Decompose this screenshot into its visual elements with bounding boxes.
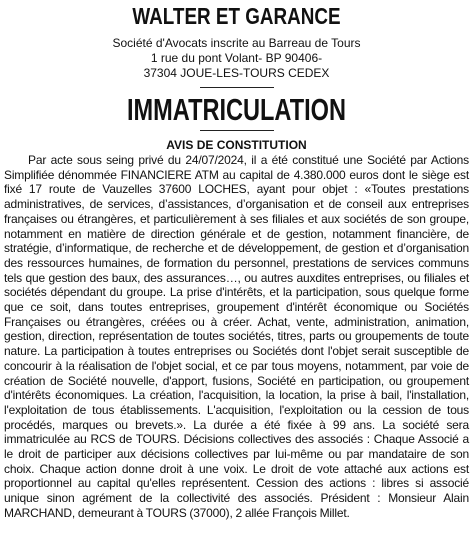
notice-heading: AVIS DE CONSTITUTION — [166, 138, 307, 152]
firm-address-line: 37304 JOUE-LES-TOURS CEDEX — [143, 66, 330, 80]
legal-notice — [0, 2, 473, 521]
divider — [200, 130, 274, 131]
section-title: IMMATRICULATION — [127, 92, 346, 127]
firm-address — [4, 36, 469, 81]
divider — [200, 87, 274, 88]
firm-address-line: Société d'Avocats inscrite au Barreau de Tours — [112, 36, 361, 50]
firm-name: WALTER ET GARANCE — [132, 3, 341, 29]
notice-body: Par acte sous seing privé du 24/07/2024, il a été constitué une Société par Actions Simplifiée dénommée FINANCIERE ATM au capital de 4.380.000 euros dont le siège est fixé 17 route de Vauzelles 37600 LOCHES, ayant pour objet : «Toutes prestations administratives, de services, d’assistances, d’organisation et de conseil aux entreprises françaises ou étrangères, et particulièrement à ses filiales et aux sociétés de son groupe, notamment en matière de direction générale et de gestion, notamment financière, de stratégie, d’informatique, de recherche et de développement, de gestion et d’organisation des ressources humaines, de formation du personnel, prestations de services communs tels que gestion des baux, des assurances…, ou autres auxdites entreprises, ou filiales et sociétés dépendant du groupe. La prise d'intérêts, et la participation, sous quelque forme que ce soit, dans toutes entreprises, groupement d'intérêt économique ou Sociétés Françaises ou étrangères, créées ou à créer. Achat, vente, administration, animation, gestion, direction, représentation de toutes sociétés, titres, parts ou groupements de toute nature. La participation à toutes entreprises ou Sociétés dont l'objet serait susceptible de concourir à la réalisation de l'objet social, et ce par tous moyens, notamment, par voie de création de Société nouvelle, d'apport, fusions, Société en participation, ou groupement d'intérêts économiques. La création, l'acquisition, la location, la prise à bail, l'installation, l'exploitation de tous établissements. L'acquisition, l'exploitation ou la cession de tous procédés, marques ou brevets.». La durée a été fixée à 99 ans. La société sera immatriculée au RCS de TOURS. Décisions collectives des associés : Chaque Associé a le droit de participer aux décisions collectives par lui-même ou par mandataire de son choix. Chaque action donne droit à une voix. Le droit de vote attaché aux actions est proportionnel au capital qu'elles représentent. Cession des actions : libres si associé unique sinon agrément de la collectivité des associés. Président : Monsieur Alain MARCHAND, demeurant à TOURS (37000), 2 allée François Millet. — [4, 153, 469, 520]
firm-address-line: 1 rue du pont Volant- BP 90406- — [150, 51, 323, 65]
